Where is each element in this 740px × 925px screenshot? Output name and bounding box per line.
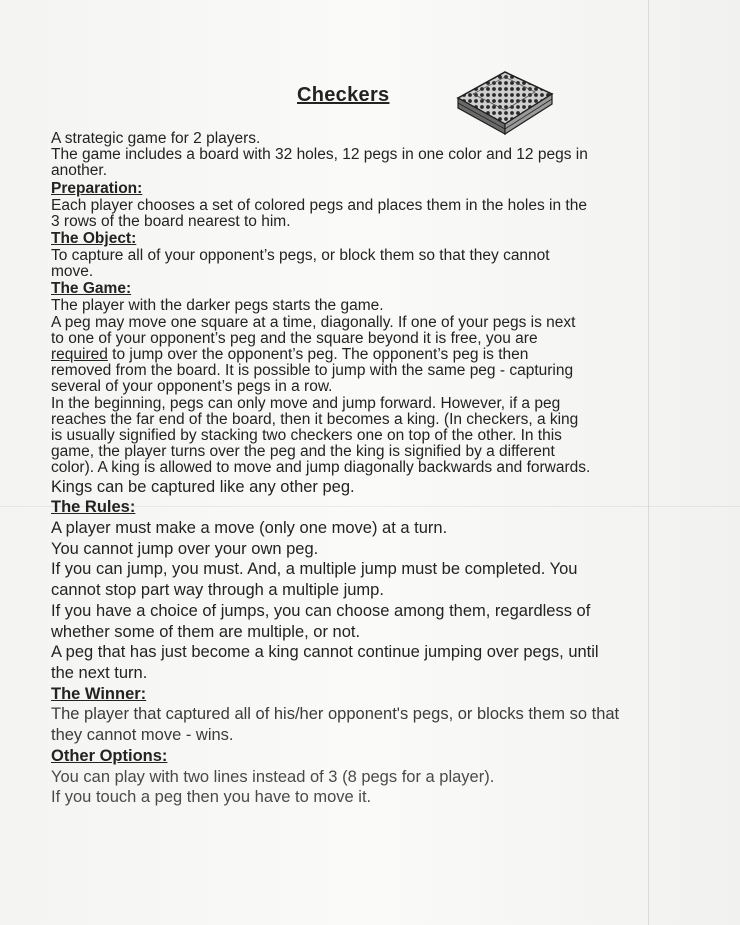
object-line: To capture all of your opponent’s pegs, or block them so that they cannot: [51, 247, 550, 265]
winner-line: The player that captured all of his/her opponent's pegs, or blocks them so that: [51, 705, 620, 724]
game-line: Kings can be captured like any other peg.: [51, 477, 355, 496]
intro-line: another.: [51, 162, 108, 180]
rules-line: A player must make a move (only one move) at a turn.: [51, 519, 448, 538]
rules-line: whether some of them are multiple, or not.: [51, 622, 361, 641]
winner-heading: The Winner:: [51, 684, 147, 703]
game-line: [51, 347, 676, 363]
game-line: several of your opponent’s pegs in a row.: [51, 378, 333, 396]
game-line: to one of your opponent’s peg and the square beyond it is free, you are: [51, 329, 538, 347]
game-line: reaches the far end of the board, then it becomes a king. (In checkers, a king: [51, 410, 579, 428]
game-heading: The Game:: [51, 280, 132, 298]
game-line: A peg may move one square at a time, diagonally. If one of your pegs is next: [51, 313, 576, 331]
object-heading: The Object:: [51, 230, 137, 248]
options-heading: Other Options:: [51, 746, 168, 765]
preparation-line: 3 rows of the board nearest to him.: [51, 212, 291, 230]
checkers-board-picture: [455, 68, 555, 138]
rules-text: [51, 131, 676, 808]
rules-line: the next turn.: [51, 663, 148, 682]
rules-heading: The Rules:: [51, 498, 136, 517]
page-title: Checkers: [297, 84, 390, 106]
winner-line: they cannot move - wins.: [51, 726, 234, 745]
object-line: move.: [51, 263, 94, 281]
game-line: In the beginning, pegs can only move and jump forward. However, if a peg: [51, 394, 561, 412]
preparation-line: Each player chooses a set of colored pegs and places them in the holes in the: [51, 196, 587, 214]
game-line: game, the player turns over the peg and the king is signified by a different: [51, 443, 555, 461]
rules-line: cannot stop part way through a multiple jump.: [51, 581, 384, 600]
options-line: If you touch a peg then you have to move it.: [51, 788, 372, 807]
rules-line: You cannot jump over your own peg.: [51, 539, 319, 558]
preparation-heading: Preparation:: [51, 179, 143, 197]
game-line: removed from the board. It is possible to jump with the same peg - capturing: [51, 362, 574, 380]
rules-line: A peg that has just become a king cannot continue jumping over pegs, until: [51, 643, 599, 662]
game-line-rest: to jump over the opponent’s peg. The opponent’s peg is then: [107, 346, 529, 364]
game-line: color). A king is allowed to move and jump diagonally backwards and forwards.: [51, 459, 591, 477]
intro-line: The game includes a board with 32 holes, 12 pegs in one color and 12 pegs in: [51, 146, 588, 164]
game-line: The player with the darker pegs starts the game.: [51, 297, 384, 315]
required-word: required: [51, 346, 108, 364]
intro-line: A strategic game for 2 players.: [51, 130, 261, 147]
rules-line: If you can jump, you must. And, a multiple jump must be completed. You: [51, 560, 578, 579]
options-line: You can play with two lines instead of 3 (8 pegs for a player).: [51, 767, 495, 786]
rules-line: If you have a choice of jumps, you can choose among them, regardless of: [51, 601, 591, 620]
game-line: is usually signified by stacking two checkers one on top of the other. In this: [51, 427, 562, 445]
